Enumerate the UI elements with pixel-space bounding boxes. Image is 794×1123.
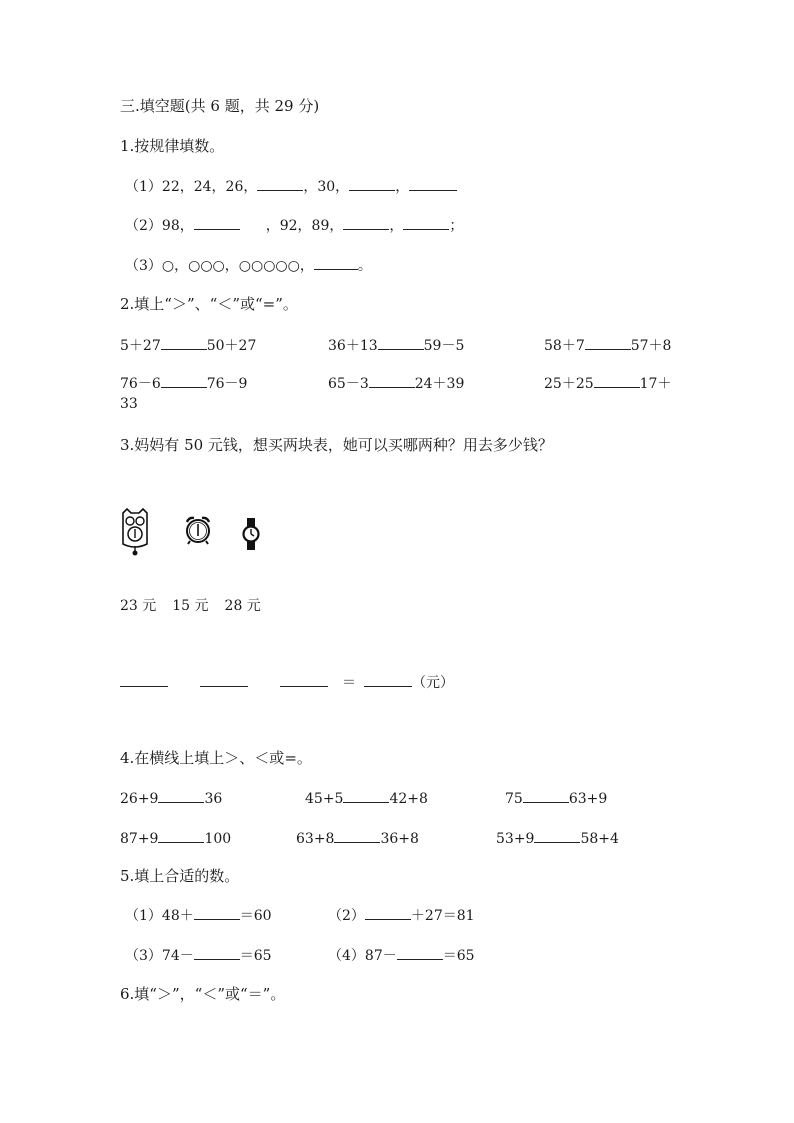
expr-right: 76－9 [206,376,248,392]
q1-r3-prefix: （3）○，○○○，○○○○○， [125,258,314,274]
answer-blank[interactable] [200,672,248,687]
q4-item-1 [120,788,222,809]
answer-blank[interactable] [161,335,207,350]
expr-left: （4）87－ [328,948,397,964]
answer-blank[interactable] [161,373,207,388]
answer-blank[interactable] [403,215,449,230]
price-1: 23 元 [120,598,157,614]
expr-left: 36＋13 [328,338,378,354]
expr-right: 63+9 [568,791,608,807]
q1-r1-mid: ，30， [303,179,350,195]
wristwatch-icon [241,517,261,551]
expr-right: 42+8 [389,791,428,807]
answer-blank[interactable] [534,828,580,843]
q5-item-2 [328,905,475,926]
answer-blank[interactable] [397,945,443,960]
q1-r2-prefix: （2）98， [125,218,194,234]
q6-title: 6.填“＞”，“＜”或“＝”。 [120,985,286,1003]
price-list [120,596,261,616]
q2-title: 2.填上“＞”、“＜”或“=”。 [120,295,298,313]
answer-blank[interactable] [158,788,204,803]
expr-left: 45+5 [305,791,344,807]
expr-left: 75 [505,791,523,807]
q2-item-3 [544,335,671,356]
q4-item-3 [505,788,607,809]
answer-blank[interactable] [158,828,204,843]
answer-blank[interactable] [194,215,240,230]
answer-blank[interactable] [594,373,640,388]
q2-item-2 [328,335,464,356]
q2-item-6-wrap: 33 [120,396,138,412]
section-title: 三.填空题(共 6 题，共 29 分) [120,97,320,115]
price-2: 15 元 [172,598,209,614]
answer-blank[interactable] [334,828,380,843]
alarm-clock-icon [183,514,213,546]
q1-r2-comma: ， [389,218,404,234]
q5-item-4 [328,945,475,966]
expr-right: 58+4 [580,831,619,847]
q3-title: 3.妈妈有 50 元钱，想买两块表，她可以买哪两种？用去多少钱？ [120,436,553,454]
answer-blank[interactable] [280,672,328,687]
q4-title: 4.在横线上填上＞、＜或=。 [120,749,312,767]
expr-left: 26+9 [120,791,159,807]
expr-left: 25＋25 [544,376,594,392]
expr-left: 63+8 [296,831,335,847]
q4-item-6 [496,828,619,849]
expr-left: 5＋27 [120,338,161,354]
unit-label: （元） [412,675,454,691]
expr-right: 17＋ [639,376,672,392]
expr-right: 24＋39 [414,376,465,392]
answer-blank[interactable] [378,335,424,350]
expr-left: （1）48＋ [125,908,194,924]
expr-right: ＝65 [239,948,272,964]
price-3: 28 元 [224,598,261,614]
q2-item-1 [120,335,256,356]
owl-pendulum-clock-icon [118,508,152,556]
q1-r1-prefix: （1）22，24，26， [125,179,258,195]
expr-left: 87+9 [120,831,159,847]
q2-item-6 [544,373,671,394]
expr-left: 65－3 [328,376,369,392]
q5-title: 5.填上合适的数。 [120,867,240,885]
equals-sign: ＝ [342,675,356,691]
answer-blank[interactable] [343,215,389,230]
q1-r1-comma: ， [395,179,410,195]
answer-blank[interactable] [349,176,395,191]
answer-blank[interactable] [369,373,415,388]
answer-blank[interactable] [523,788,569,803]
q4-item-4 [120,828,231,849]
answer-blank[interactable] [364,672,412,687]
q3-equation [120,672,454,693]
expr-right: ＝65 [442,948,475,964]
q4-item-5 [296,828,419,849]
expr-right: 36+8 [380,831,419,847]
expr-right: ＋27＝81 [410,908,475,924]
q1-row-1 [125,176,457,197]
q1-r2-mid: ，92，89， [265,218,344,234]
q2-item-4 [120,373,247,394]
answer-blank[interactable] [585,335,631,350]
q5-item-3 [125,945,272,966]
expr-left: 76－6 [120,376,161,392]
q4-item-2 [305,788,428,809]
q2-item-5 [328,373,464,394]
expr-right: ＝60 [239,908,272,924]
expr-left: （2） [328,908,365,924]
q1-row-2 [125,215,463,236]
answer-blank[interactable] [314,255,358,270]
q1-row-3 [125,255,372,276]
expr-left: 53+9 [496,831,535,847]
answer-blank[interactable] [120,672,168,687]
answer-blank[interactable] [194,945,240,960]
expr-left: 58＋7 [544,338,585,354]
expr-right: 59－5 [423,338,465,354]
expr-left: （3）74－ [125,948,194,964]
answer-blank[interactable] [365,905,411,920]
answer-blank[interactable] [194,905,240,920]
expr-right: 57＋8 [630,338,672,354]
q5-item-1 [125,905,272,926]
expr-right: 36 [204,791,223,807]
answer-blank[interactable] [343,788,389,803]
answer-blank[interactable] [257,176,303,191]
expr-right: 50＋27 [206,338,257,354]
answer-blank[interactable] [409,176,457,191]
q1-r2-end: ； [449,218,464,234]
q1-title: 1.按规律填数。 [120,137,225,155]
q1-r3-end: 。 [357,258,372,274]
expr-right: 100 [204,831,232,847]
